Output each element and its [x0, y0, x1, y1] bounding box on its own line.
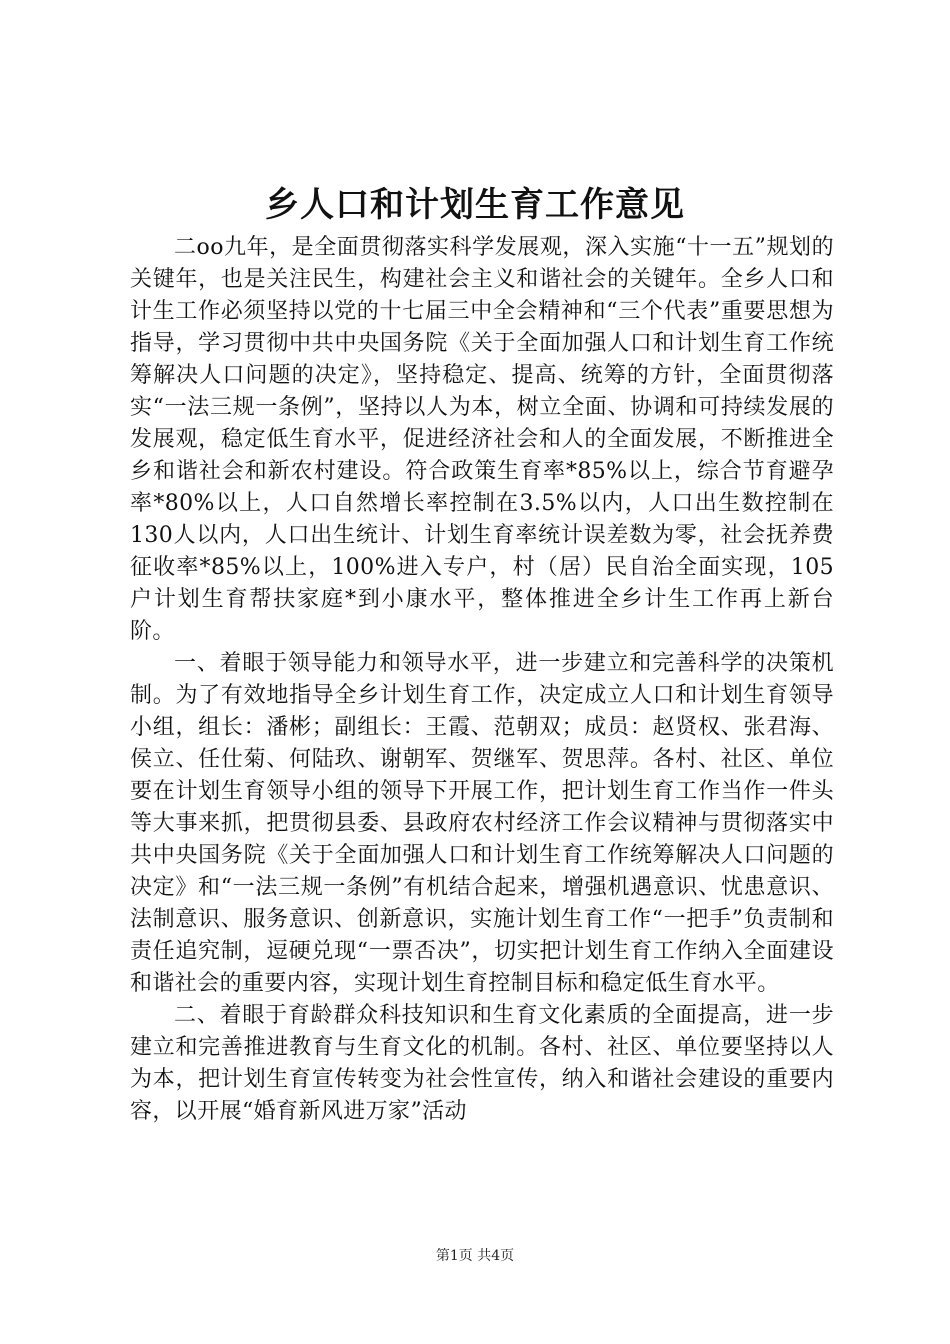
paragraph-intro: 二oo九年，是全面贯彻落实科学发展观，深入实施“十一五”规划的关键年，也是关注民生，构建社会主义和谐社会的关键年。全乡人口和计生工作必须坚持以党的十七届三中全会精神和“三个代表”重要思想为指导，学习贯彻中共中央国务院《关于全面加强人口和计划生育工作统筹解决人口问题的决定》，坚持稳定、提高、统筹的方针，全面贯彻落实“一法三规一条例”，坚持以人为本，树立全面、协调和可持续发展的发展观，稳定低生育水平，促进经济社会和人的全面发展，不断推进全乡和谐社会和新农村建设。符合政策生育率*85%以上，综合节育避孕率*80%以上，人口自然增长率控制在3.5%以内，人口出生数控制在130人以内，人口出生统计、计划生育率统计误差数为零，社会抚养费征收率*85%以上，100%进入专户，村（居）民自治全面实现，105户计划生育帮扶家庭*到小康水平，整体推进全乡计生工作再上新台阶。: [130, 235, 834, 644]
paragraph-section-1: 一、着眼于领导能力和领导水平，进一步建立和完善科学的决策机制。为了有效地指导全乡计划生育工作，决定成立人口和计划生育领导小组，组长：潘彬；副组长：王霞、范朝双；成员：赵贤权、张君海、侯立、任仕菊、何陆玖、谢朝军、贺继军、贺思萍。各村、社区、单位要在计划生育领导小组的领导下开展工作，把计划生育工作当作一件头等大事来抓，把贯彻县委、县政府农村经济工作会议精神与贯彻落实中共中央国务院《关于全面加强人口和计划生育工作统筹解决人口问题的决定》和“一法三规一条例”有机结合起来，增强机遇意识、忧患意识、法制意识、服务意识、创新意识，实施计划生育工作“一把手”负责制和责任追究制，逗硬兑现“一票否决”，切实把计划生育工作纳入全面建设和谐社会的重要内容，实现计划生育控制目标和稳定低生育水平。: [130, 651, 834, 996]
paragraph-section-2: 二、着眼于育龄群众科技知识和生育文化素质的全面提高，进一步建立和完善推进教育与生育文化的机制。各村、社区、单位要坚持以人为本，把计划生育宣传转变为社会性宣传，纳入和谐社会建设的重要内容，以开展“婚育新风进万家”活动: [130, 1003, 834, 1124]
document-title: 乡人口和计划生育工作意见: [265, 185, 685, 225]
document-body: [130, 232, 834, 1128]
page-footer: 第1页 共4页: [435, 1248, 515, 1264]
